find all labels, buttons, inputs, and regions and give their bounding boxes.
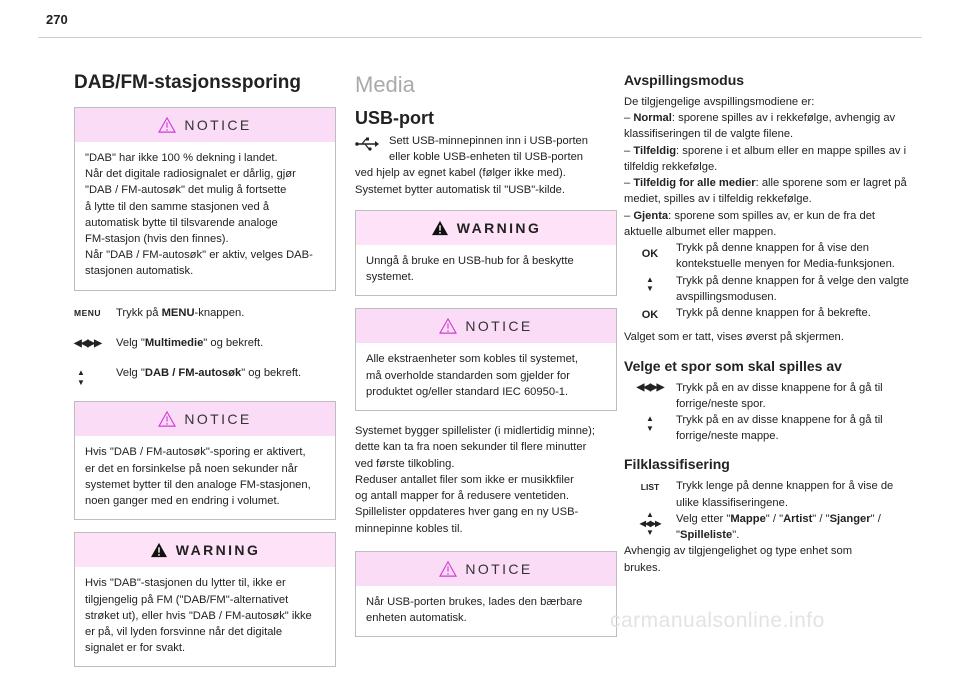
body-line: og antall mapper for å redusere ventetiden. [355, 490, 569, 503]
notice-line: Når det digitale radiosignalet er dårlig, gjør [85, 168, 296, 181]
notice-label: NOTICE [184, 411, 252, 428]
step-text: Velg "Multimedie" og bekreft. [116, 336, 264, 349]
notice-label: NOTICE [465, 318, 533, 335]
body-line: minnepinne kobles til. [355, 522, 463, 535]
footer-line: brukes. [624, 561, 661, 574]
mode-normal: – Normal: sporene spilles av i rekkefølge, avhengig av klassifiseringen til de valgte filene. [624, 112, 896, 141]
step-select-classification [624, 511, 914, 543]
usb-intro [355, 133, 617, 165]
notice-triangle-icon [158, 411, 176, 427]
warning-triangle-icon [431, 220, 449, 236]
body-line: Reduser antallet filer som ikke er musikkfiler [355, 473, 574, 486]
playback-mode-heading: Avspillingsmodus [624, 72, 745, 88]
notice-line: Når USB-porten brukes, lades den bærbare [366, 595, 583, 608]
step-text: Trykk på MENU-knappen. [116, 306, 245, 319]
warning-header [356, 211, 616, 245]
playlist-info [355, 423, 617, 537]
notice-line: "DAB / FM-autosøk" det mulig å fortsette [85, 184, 287, 197]
body-line: ved første tilkobling. [355, 457, 455, 470]
notice-box-iec [355, 308, 617, 411]
media-section-title: Media [355, 72, 415, 97]
step-ok-confirm [624, 305, 914, 321]
notice-line: stasjonen automatisk. [85, 265, 194, 278]
body-line: Spillelister oppdateres hver gang en ny USB- [355, 506, 579, 519]
notice-line: noen ganger med en endring i volumet. [85, 495, 280, 508]
usb-intro-line: Sett USB-minnepinnen inn i USB-porten [389, 135, 588, 147]
step-list [624, 478, 914, 510]
notice-line: "DAB" har ikke 100 % dekning i landet. [85, 151, 278, 164]
notice-line: systemet bytter til den analoge FM-stasjonen, [85, 478, 311, 491]
warning-line: tilgjengelig på FM ("DAB/FM"-alternativet [85, 593, 289, 606]
notice-box-delay [74, 401, 336, 520]
warning-box-signal [74, 532, 336, 667]
step-multimedia [74, 335, 336, 351]
column-media [355, 60, 617, 649]
notice-box-dab-coverage [74, 107, 336, 291]
warning-line: strøket ut), eller hvis "DAB / FM-autosøk" ikke [85, 609, 312, 622]
notice-line: Når "DAB / FM-autosøk" er aktiv, velges DAB- [85, 249, 313, 262]
left-right-arrows-icon: ◀◀▶▶ [74, 337, 101, 349]
ok-button-icon: OK [641, 248, 659, 261]
body-line: Systemet bygger spillelister (i midlertidig minne); [355, 425, 595, 438]
left-right-arrows-icon: ◀◀▶▶ [636, 381, 664, 393]
notice-label: NOTICE [184, 116, 252, 133]
notice-line: å lytte til den samme stasjonen ved å [85, 200, 270, 213]
file-classification-heading: Filklassifisering [624, 456, 730, 473]
notice-triangle-icon [439, 561, 457, 577]
notice-label: NOTICE [465, 560, 533, 577]
notice-body [356, 586, 616, 636]
notice-header [75, 108, 335, 142]
warning-line: Hvis "DAB"-stasjonen du lytter til, ikke er [85, 577, 286, 590]
warning-box-usb-hub [355, 210, 617, 296]
mode-random-all: – Tilfeldig for alle medier: alle sporene som er lagret på mediet, spilles av i tilfeldig rekkefølge. [624, 177, 907, 206]
usb-icon [355, 133, 389, 156]
warning-body [356, 245, 616, 295]
footer-line: Avhengig av tilgjengelighet og type enhet som [624, 545, 853, 558]
usb-intro-line: ved hjelp av egnet kabel (følger ikke med). [355, 167, 566, 180]
usb-intro-line: eller koble USB-enheten til USB-porten [389, 151, 584, 164]
mode-random: – Tilfeldig: sporene i et album eller en mappe spilles av i tilfeldig rekkefølge. [624, 144, 907, 173]
ok-button-icon: OK [641, 309, 659, 322]
notice-line: er det en forsinkelse på noen sekunder når [85, 462, 298, 475]
notice-body [356, 343, 616, 410]
warning-line: Unngå å bruke en USB-hub for å beskytte [366, 254, 574, 267]
step-text: Trykk på en av disse knappene for å gå til forrige/neste spor. [676, 381, 883, 410]
up-down-arrows-icon: ▲ ▼ [646, 413, 654, 433]
usb-intro-line: Systemet bytter automatisk til "USB"-kilde. [355, 183, 566, 196]
warning-triangle-icon [150, 542, 168, 558]
warning-body [75, 567, 335, 666]
step-prev-next-folder [624, 412, 914, 444]
navigation-arrows-icon: ▲ ◀◀▶▶ ▼ [639, 509, 661, 537]
up-down-arrows-icon: ▲ ▼ [77, 368, 85, 387]
step-menu [74, 305, 336, 321]
warning-line: systemet. [366, 271, 414, 284]
step-text: Trykk på denne knappen for å velge den valgte avspillingsmodusen. [676, 274, 909, 303]
body-line: dette kan ta fra noen sekunder til flere minutter [355, 441, 587, 454]
playback-intro: De tilgjengelige avspillingsmodiene er: [624, 96, 815, 108]
notice-line: automatisk bytte til tilsvarende analoge [85, 216, 278, 229]
warning-line: er på, vil lyden forsvinne når det digitale [85, 625, 283, 638]
step-text: Trykk lenge på denne knappen for å vise de ulike klassifiseringene. [676, 480, 894, 509]
warning-header [75, 533, 335, 567]
select-track-heading: Velge et spor som skal spilles av [624, 357, 842, 374]
notice-header [356, 309, 616, 343]
notice-line: produktet og/eller standard IEC 60950-1. [366, 385, 569, 398]
step-text: Trykk på en av disse knappene for å gå til forrige/neste mappe. [676, 413, 883, 443]
notice-line: må overholde standarden som gjelder for [366, 369, 570, 382]
warning-label: WARNING [175, 542, 261, 559]
step-text: Velg "DAB / FM-autosøk" og bekreft. [116, 367, 302, 380]
warning-label: WARNING [456, 219, 542, 236]
top-divider [38, 37, 922, 38]
notice-body [75, 436, 335, 519]
column-playback [624, 64, 914, 576]
step-select-mode [624, 273, 914, 305]
step-prev-next-track [624, 380, 914, 412]
list-button-icon: LIST [640, 482, 660, 493]
notice-header [75, 402, 335, 436]
usb-port-title: USB-port [355, 108, 434, 128]
notice-body [75, 142, 335, 290]
step-text: Velg etter "Mappe" / "Artist" / "Sjanger" / "Spilleliste". [676, 512, 881, 542]
step-text: Trykk på denne knappen for å vise den kontekstuelle menyen for Media-funksjonen. [676, 242, 895, 271]
notice-line: Alle ekstraenheter som kobles til systemet, [366, 353, 579, 366]
column-dab-fm [74, 60, 336, 679]
step-dab-fm-autosok [74, 365, 336, 387]
page-number: 270 [46, 12, 68, 27]
notice-line: FM-stasjon (hvis den finnes). [85, 232, 229, 245]
warning-line: signalet er for svakt. [85, 642, 186, 655]
menu-button-icon: MENU [74, 307, 102, 318]
notice-triangle-icon [158, 117, 176, 133]
step-text: Trykk på denne knappen for å bekrefte. [676, 307, 871, 320]
notice-header [356, 552, 616, 586]
up-down-arrows-icon: ▲ ▼ [646, 274, 654, 294]
notice-line: Hvis "DAB / FM-autosøk"-sporing er aktivert, [85, 446, 306, 459]
selection-shown-note: Valget som er tatt, vises øverst på skjermen. [624, 331, 844, 344]
step-ok-menu [624, 240, 914, 272]
notice-triangle-icon [439, 318, 457, 334]
watermark: carmanualsonline.info [610, 609, 825, 632]
mode-repeat: – Gjenta: sporene som spilles av, er kun de fra det aktuelle albumet eller mappen. [624, 209, 876, 238]
dab-fm-title: DAB/FM-stasjonssporing [74, 72, 301, 93]
notice-line: enheten automatisk. [366, 611, 467, 624]
notice-box-charging [355, 551, 617, 637]
